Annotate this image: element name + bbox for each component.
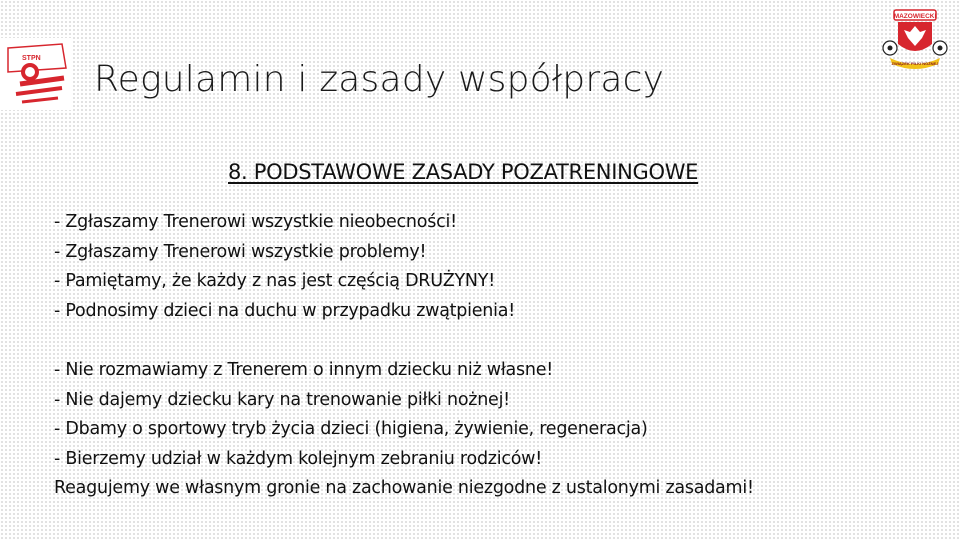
rule-item: - Dbamy o sportowy tryb życia dzieci (higiena, żywienie, regeneracja) <box>54 419 648 439</box>
mzpn-logo <box>876 6 954 70</box>
section-heading: 8. PODSTAWOWE ZASADY POZATRENINGOWE <box>228 160 699 184</box>
stpn-logo-text: STPN <box>22 55 41 62</box>
rule-item: Reagujemy we własnym gronie na zachowanie niezgodne z ustalonymi zasadami! <box>54 478 754 498</box>
stpn-club-crest-icon <box>0 38 72 110</box>
rule-item: - Podnosimy dzieci na duchu w przypadku zwątpienia! <box>54 300 515 321</box>
rule-item: - Zgłaszamy Trenerowi wszystkie nieobecności! <box>54 212 457 232</box>
rule-item: - Zgłaszamy Trenerowi wszystkie problemy! <box>54 241 427 262</box>
paragraph-spacer <box>54 326 754 356</box>
rules-list <box>54 208 754 504</box>
rule-item: - Nie dajemy dziecku kary na trenowanie piłki nożnej! <box>54 389 510 410</box>
slide-title: Regulamin i zasady współpracy <box>94 59 665 100</box>
stpn-logo <box>0 38 72 110</box>
rule-item: - Pamiętamy, że każdy z nas jest częścią DRUŻYNY! <box>54 271 495 291</box>
rule-item: - Bierzemy udział w każdym kolejnym zebraniu rodziców! <box>54 448 543 469</box>
mazowiecki-zpn-eagle-crest-icon <box>876 6 954 70</box>
rule-item: - Nie rozmawiamy z Trenerem o innym dziecku niż własne! <box>54 360 554 380</box>
mzpn-logo-bottom-text: ZWIĄZEK PIŁKI NOŻNEJ <box>891 61 939 66</box>
mzpn-logo-top-text: MAZOWIECKI <box>893 13 937 20</box>
